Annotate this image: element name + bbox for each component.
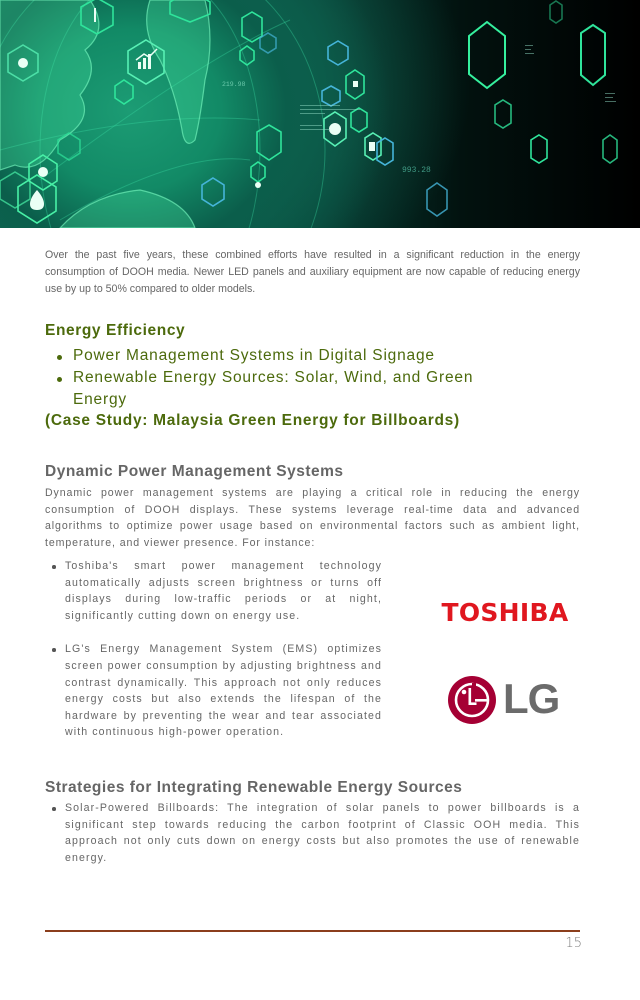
hero-image <box>0 0 640 228</box>
footer-divider <box>45 930 580 932</box>
lg-wordmark: LG <box>503 675 560 722</box>
energy-efficiency-heading: Energy Efficiency <box>45 322 186 339</box>
dynamic-power-paragraph: Dynamic power management systems are playing a critical role in reducing the energy consumption of DOOH displays. These systems leverage real-time data and advanced algorithms to optimize power usage based on environmental factors such as ambient light, temperature, and viewer presence. For instance: <box>45 487 580 549</box>
lg-logo <box>447 674 567 726</box>
brand-examples-list <box>50 558 382 741</box>
list-item: Solar-Powered Billboards: The integration of solar panels to power billboards is a significant step towards reducing the carbon footprint of Classic OOH media. This approach not only cuts down on energy costs but also promotes the use of renewable energy. <box>50 800 580 866</box>
page-number: 15 <box>565 936 582 951</box>
lg-face-icon <box>447 675 497 725</box>
overlay-number: 993.28 <box>402 166 431 175</box>
intro-paragraph: Over the past five years, these combined efforts have resulted in a significant reduction in the energy consumption of DOOH media. Newer LED panels and auxiliary equipment are now capable of reducing energy use by up to 50% compared to older models. <box>45 249 580 295</box>
strategies-list <box>50 800 580 866</box>
energy-efficiency-list <box>56 345 496 411</box>
list-item: Power Management Systems in Digital Signage <box>56 345 496 367</box>
overlay-number: 219.98 <box>222 81 246 88</box>
toshiba-logo: TOSHIBA <box>441 598 569 627</box>
list-item: Renewable Energy Sources: Solar, Wind, and Green Energy <box>56 367 496 411</box>
globe-network-illustration <box>0 0 640 228</box>
strategies-heading: Strategies for Integrating Renewable Energy Sources <box>45 779 463 796</box>
case-study-heading: (Case Study: Malaysia Green Energy for Billboards) <box>45 412 460 429</box>
list-item-toshiba: Toshiba's smart power management technology automatically adjusts screen brightness or turns off displays during low-traffic periods or at night, significantly cutting down on energy use. <box>50 558 382 624</box>
list-item-lg: LG's Energy Management System (EMS) optimizes screen power consumption by adjusting brightness and contrast dynamically. This approach not only reduces energy costs but also extends the lifespan of the hardware by preventing the wear and tear associated with continuous high-power operation. <box>50 641 382 741</box>
dynamic-power-heading: Dynamic Power Management Systems <box>45 463 344 480</box>
